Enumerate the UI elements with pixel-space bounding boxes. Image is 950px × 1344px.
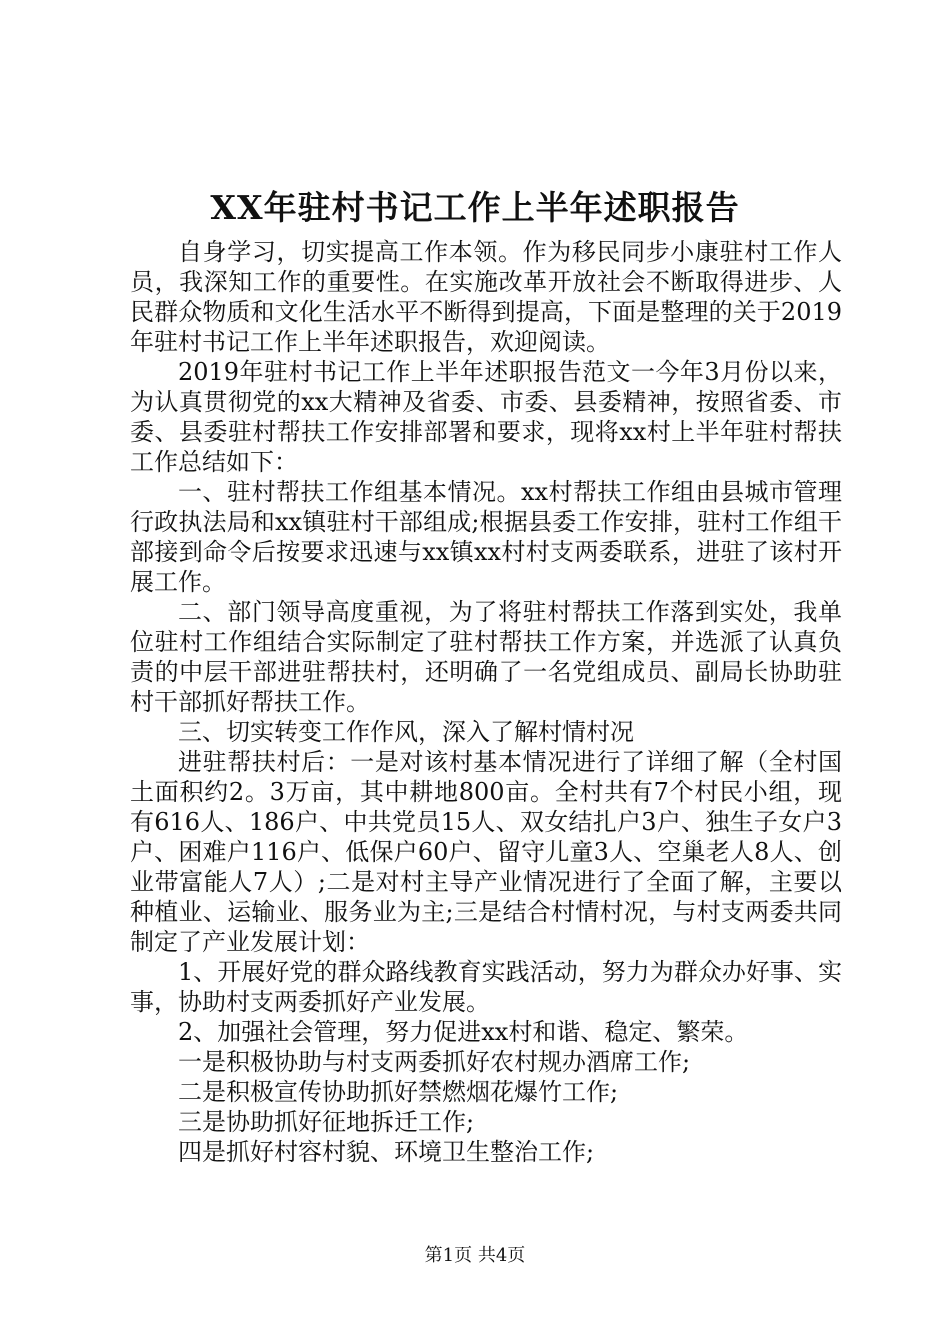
list-item: 四是抓好村容村貌、环境卫生整治工作; <box>178 1138 595 1166</box>
paragraph-intro: 自身学习，切实提高工作本领。作为移民同步小康驻村工作人员，我深知工作的重要性。在实施改革开放社会不断取得进步、人民群众物质和文化生活水平不断得到提高，下面是整理的关于2019年驻村书记工作上半年述职报告，欢迎阅读。 <box>130 238 842 356</box>
document-body <box>130 237 842 1167</box>
list-item: 三是协助抓好征地拆迁工作; <box>178 1108 475 1136</box>
paragraph-section-two: 二、部门领导高度重视，为了将驻村帮扶工作落到实处，我单位驻村工作组结合实际制定了驻村帮扶工作方案，并选派了认真负责的中层干部进驻帮扶村，还明确了一名党组成员、副局长协助驻村干部抓好帮扶工作。 <box>130 598 842 716</box>
list-item: 二是积极宣传协助抓好禁燃烟花爆竹工作; <box>178 1078 619 1106</box>
paragraph-item-two: 2、加强社会管理，努力促进xx村和谐、稳定、繁荣。 <box>178 1018 749 1046</box>
document-title: XX年驻村书记工作上半年述职报告 <box>210 188 740 227</box>
paragraph-overview: 2019年驻村书记工作上半年述职报告范文一今年3月份以来，为认真贯彻党的xx大精神及省委、市委、县委精神，按照省委、市委、县委驻村帮扶工作安排部署和要求，现将xx村上半年驻村帮扶工作总结如下： <box>130 358 842 476</box>
paragraph-section-one: 一、驻村帮扶工作组基本情况。xx村帮扶工作组由县城市管理行政执法局和xx镇驻村干部组成;根据县委工作安排，驻村工作组干部接到命令后按要求迅速与xx镇xx村村支两委联系，进驻了该村开展工作。 <box>130 478 842 596</box>
page-number-footer: 第1页 共4页 <box>424 1245 526 1266</box>
paragraph-section-three-heading: 三、切实转变工作作风，深入了解村情村况 <box>178 718 634 746</box>
list-item: 一是积极协助与村支两委抓好农村规办酒席工作; <box>178 1048 691 1076</box>
paragraph-item-one: 1、开展好党的群众路线教育实践活动，努力为群众办好事、实事，协助村支两委抓好产业发展。 <box>130 958 842 1016</box>
paragraph-village-details: 进驻帮扶村后：一是对该村基本情况进行了详细了解（全村国土面积约2。3万亩，其中耕地800亩。全村共有7个村民小组，现有616人、186户、中共党员15人、双女结扎户3户、独生子女户3户、困难户116户、低保户60户、留守儿童3人、空巢老人8人、创业带富能人7人）;二是对村主导产业情况进行了全面了解，主要以种植业、运输业、服务业为主;三是结合村情村况，与村支两委共同制定了产业发展计划： <box>130 748 842 956</box>
